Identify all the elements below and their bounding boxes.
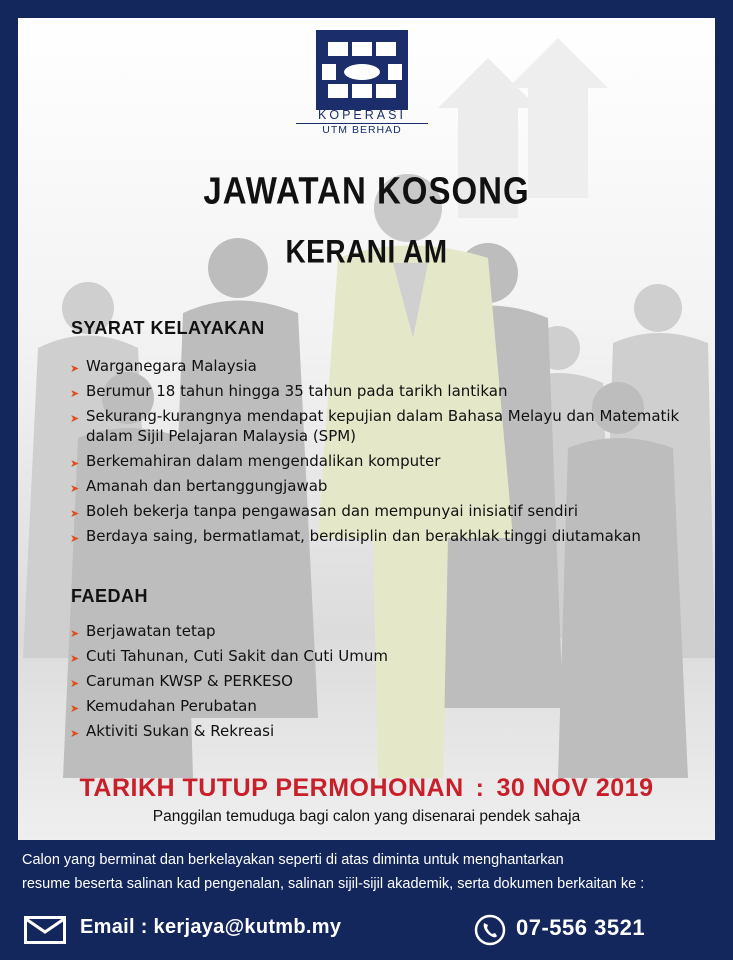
list-item: ➤ Kemudahan Perubatan xyxy=(68,696,668,716)
phone-contact[interactable]: 07-556 3521 xyxy=(516,915,646,940)
list-item: ➤ Berdaya saing, bermatlamat, berdisiplin dan berakhlak tinggi diutamakan xyxy=(68,526,708,546)
requirements-list xyxy=(68,356,708,551)
bullet-arrow-icon: ➤ xyxy=(70,482,80,495)
footer-instruction-line1: Calon yang berminat dan berkelayakan seperti di atas diminta untuk menghantarkan xyxy=(22,852,564,868)
bullet-arrow-icon: ➤ xyxy=(70,412,80,425)
bullet-arrow-icon: ➤ xyxy=(70,507,80,520)
bullet-arrow-icon: ➤ xyxy=(70,727,80,740)
bullet-arrow-icon: ➤ xyxy=(70,362,80,375)
requirements-heading: SYARAT KELAYAKAN xyxy=(71,318,265,338)
list-item: ➤ Caruman KWSP & PERKESO xyxy=(68,671,668,691)
envelope-icon xyxy=(24,916,66,944)
bullet-arrow-icon: ➤ xyxy=(70,652,80,665)
bullet-arrow-icon: ➤ xyxy=(70,532,80,545)
poster xyxy=(18,18,715,840)
closing-date-separator: : xyxy=(475,774,485,802)
list-item: ➤ Berkemahiran dalam mengendalikan komputer xyxy=(68,451,708,471)
bullet-arrow-icon: ➤ xyxy=(70,627,80,640)
closing-date xyxy=(18,774,715,803)
list-item: ➤ Sekurang-kurangnya mendapat kepujian dalam Bahasa Melayu dan Matematik dalam Sijil Pelajaran Malaysia (SPM) xyxy=(70,407,680,445)
email-contact[interactable]: Email : kerjaya@kutmb.my xyxy=(80,916,342,938)
bullet-arrow-icon: ➤ xyxy=(70,387,80,400)
logo-text-koperasi: KOPERASI xyxy=(296,108,428,124)
closing-date-label: TARIKH TUTUP PERMOHONAN xyxy=(79,774,464,802)
list-item: ➤ Aktiviti Sukan & Rekreasi xyxy=(68,721,668,741)
benefits-heading: FAEDAH xyxy=(71,586,149,606)
list-item: ➤ Amanah dan bertanggungjawab xyxy=(68,476,708,496)
footer-instruction-line2: resume beserta salinan kad pengenalan, salinan sijil-sijil akademik, serta dokumen berkaitan ke : xyxy=(22,876,645,892)
list-item: ➤ Berumur 18 tahun hingga 35 tahun pada tarikh lantikan xyxy=(68,381,708,401)
closing-date-value: 30 NOV 2019 xyxy=(496,774,654,802)
position-title: KERANI AM xyxy=(285,233,448,270)
page-title: JAWATAN KOSONG xyxy=(203,169,530,212)
list-item: ➤ Boleh bekerja tanpa pengawasan dan mempunyai inisiatif sendiri xyxy=(68,501,708,521)
list-item: ➤ Berjawatan tetap xyxy=(68,621,668,641)
benefits-list xyxy=(68,621,668,746)
logo-text-utm-berhad: UTM BERHAD xyxy=(322,124,402,136)
phone-icon xyxy=(474,914,506,946)
bullet-arrow-icon: ➤ xyxy=(70,457,80,470)
list-item: ➤ Warganegara Malaysia xyxy=(68,356,708,376)
list-item: ➤ Cuti Tahunan, Cuti Sakit dan Cuti Umum xyxy=(68,646,668,666)
bullet-arrow-icon: ➤ xyxy=(70,677,80,690)
interview-note: Panggilan temuduga bagi calon yang disenarai pendek sahaja xyxy=(152,808,581,825)
bullet-arrow-icon: ➤ xyxy=(70,702,80,715)
